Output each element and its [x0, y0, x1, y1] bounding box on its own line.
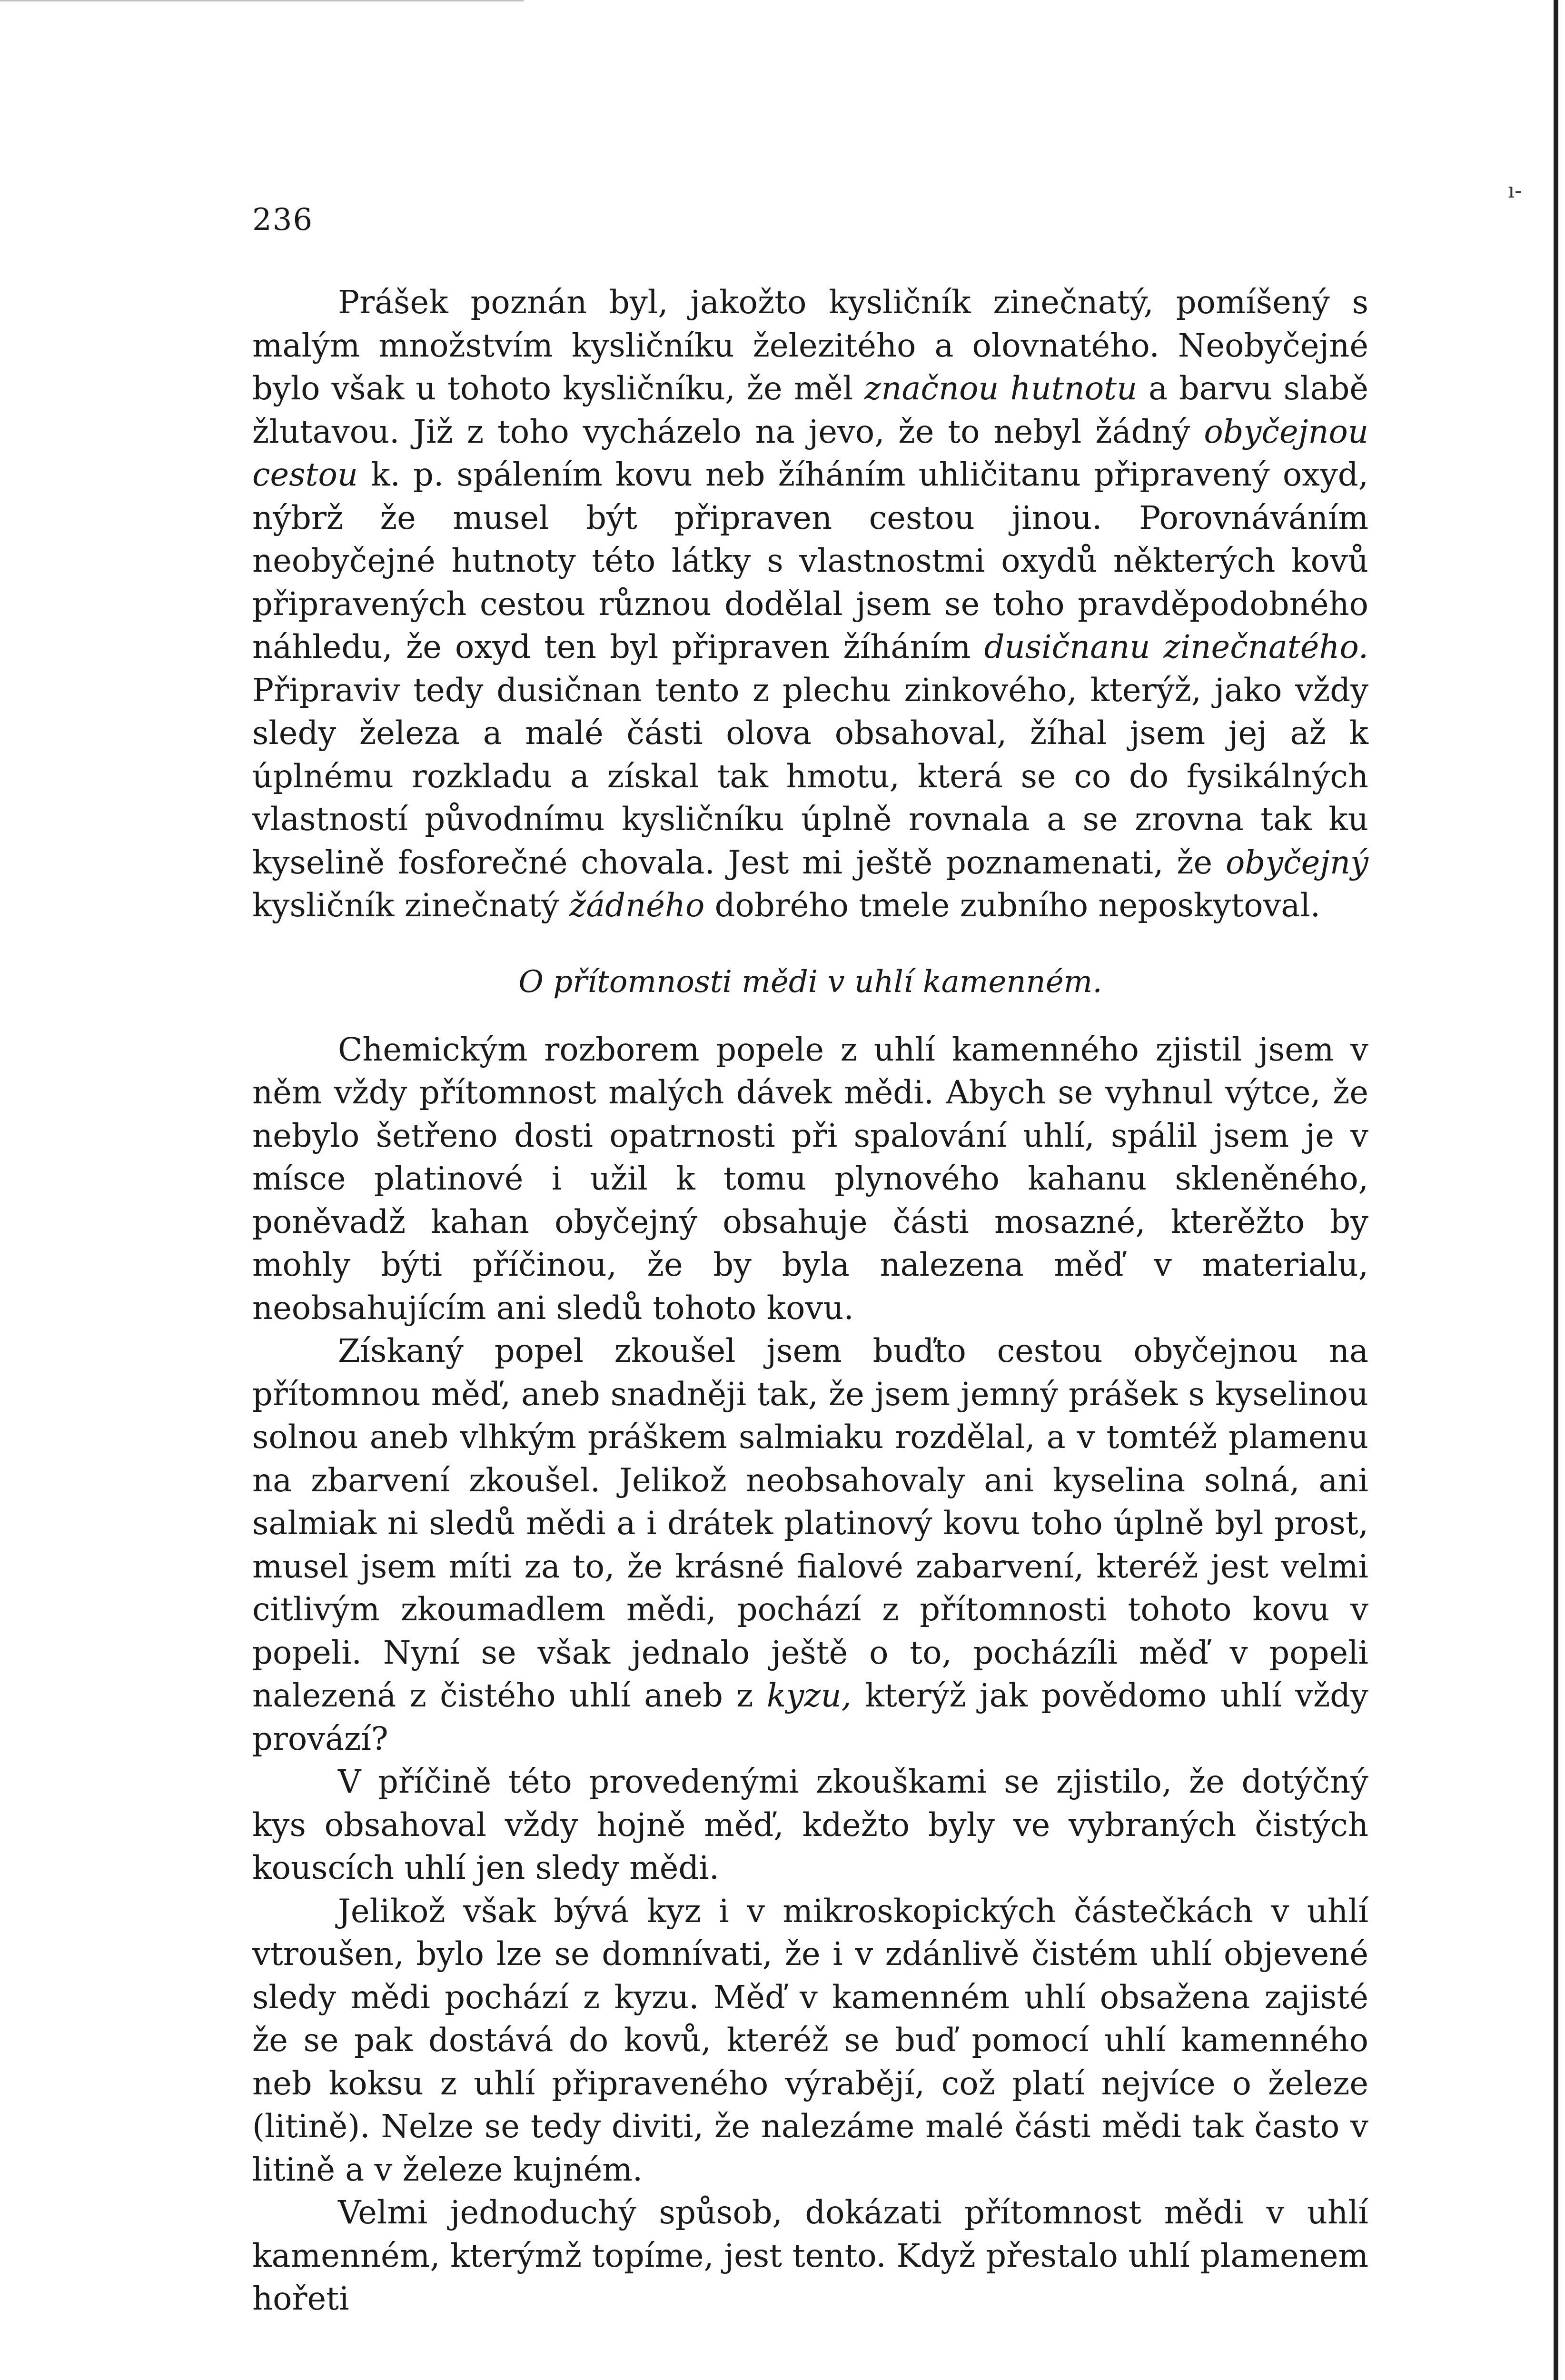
- text-run: a barvu slabě žlutavou. Již z toho vycházelo na jevo, že to nebyl žádný: [252, 370, 1368, 450]
- text-run: Prášek poznán byl, jakožto kysličník zinečnatý, pomíšený s malým množstvím kysličníku železitého a olovnatého. Neobyčejné bylo však u tohoto kysličníku, že měl: [252, 284, 1368, 407]
- page-body: [252, 281, 1368, 2320]
- paragraph: [252, 2191, 1368, 2320]
- italic-text: žádného: [569, 887, 705, 924]
- text-run: Získaný popel zkoušel jsem buďto cestou obyčejnou na přítomnou měď, aneb snadněji tak, že jsem jemný prášek s kyselinou solnou aneb vlhkým práškem salmiaku rozdělal, a v tomtéž plamenu na zbarvení zkoušel. Jelikož neobsahovaly ani kyselina solná, ani salmiak ni sledů mědi a i drátek platinový kovu toho úplně byl prost, musel jsem míti za to, že krásné fialové zabarvení, kteréž jest velmi citlivým zkoumadlem mědi, pochází z přítomnosti tohoto kovu v popeli. Nyní se však jednalo ještě o to, pocházíli měď v popeli nalezená z čistého uhlí aneb z: [252, 1332, 1368, 1714]
- italic-text: obyčejnou cestou: [252, 413, 1368, 493]
- text-run: kterýž jak povědomo uhlí vždy provází?: [252, 1677, 1368, 1757]
- paragraph: [252, 1760, 1368, 1890]
- section-title: O přítomnosti mědi v uhlí kamenném.: [518, 964, 1102, 1000]
- text-run: Velmi jednoduchý spůsob, dokázati přítomnost mědi v uhlí kamenném, kterýmž topíme, jest tento. Když přestalo uhlí plamenem hořeti: [252, 2194, 1368, 2317]
- italic-text: značnou hutnotu: [864, 370, 1138, 407]
- italic-text: obyčejný: [1225, 843, 1368, 881]
- text-run: dobrého tmele zubního neposkytoval.: [704, 887, 1321, 924]
- text-run: Připraviv tedy dusičnan tento z plechu zinkového, kterýž, jako vždy sledy železa a malé části olova obsahoval, žíhal jsem jej až k úplnému rozkladu a získal tak hmotu, která se co do fysikálných vlastností původnímu kysličníku úplně rovnala a se zrovna tak ku kyselině fosforečné chovala. Jest mi ještě poznamenati, že: [252, 671, 1368, 881]
- italic-text: dusičnanu zinečnatého.: [984, 628, 1368, 665]
- intro-paragraphs: [252, 281, 1368, 927]
- scan-top-edge: [0, 0, 524, 1]
- paragraph: [252, 281, 1368, 927]
- paragraph: [252, 1028, 1368, 1330]
- paragraph: [252, 1329, 1368, 1760]
- text-run: k. p. spálením kovu neb žíháním uhličitanu připravený oxyd, nýbrž že musel být připraven cestou jinou. Porovnáváním neobyčejné hutnoty této látky s vlastnostmi oxydů některých kovů připravených cestou různou dodělal jsem se toho pravděpodobného náhledu, že oxyd ten byl připraven žíháním: [252, 456, 1368, 665]
- scan-binding-edge: [1554, 0, 1558, 2380]
- text-run: V příčině této provedenými zkouškami se zjistilo, že dotýčný kys obsahoval vždy hojně měď, kdežto byly ve vybraných čistých kouscích uhlí jen sledy mědi.: [252, 1763, 1368, 1886]
- section-paragraphs: [252, 1028, 1368, 2320]
- paragraph: [252, 1890, 1368, 2192]
- page-number: 236: [252, 202, 314, 238]
- text-run: Chemickým rozborem popele z uhlí kamenného zjistil jsem v něm vždy přítomnost malých dávek mědi. Abych se vyhnul výtce, že nebylo šetřeno dosti opatrnosti při spalování uhlí, spálil jsem je v mísce platinové i užil k tomu plynového kahanu skleněného, poněvadž kahan obyčejný obsahuje části mosazné, kterěžto by mohly býti příčinou, že by byla nalezena měď v materialu, neobsahujícím ani sledů tohoto kovu.: [252, 1031, 1368, 1327]
- text-run: Jelikož však bývá kyz i v mikroskopických částečkách v uhlí vtroušen, bylo lze se domnívati, že i v zdánlivě čistém uhlí objevené sledy mědi pochází z kyzu. Měď v kamenném uhlí obsažena zajisté že se pak dostává do kovů, kteréž se buď pomocí uhlí kamenného neb koksu z uhlí připraveného výrabějí, což platí nejvíce o železe (litině). Nelze se tedy diviti, že nalezáme malé části mědi tak často v litině a v železe kujném.: [252, 1892, 1368, 2188]
- italic-text: kyzu,: [766, 1677, 852, 1714]
- text-run: kysličník zinečnatý: [252, 887, 569, 924]
- margin-mark: ı-: [1508, 178, 1522, 203]
